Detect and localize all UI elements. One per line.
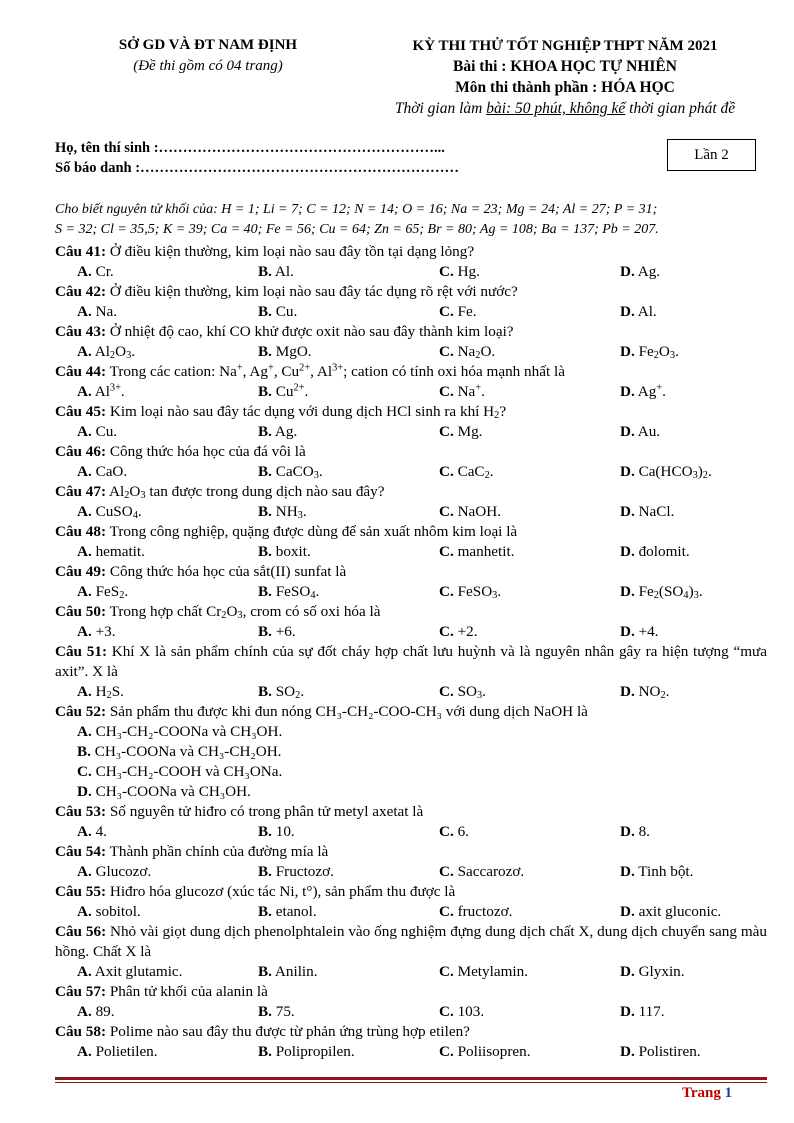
option-c: C. CaC$_2$.	[439, 463, 494, 482]
footer-rule-thin	[55, 1082, 767, 1083]
question-number: Câu 50:	[55, 603, 107, 620]
student-name-line: Họ, tên thí sinh :…………………………………………………...	[55, 140, 445, 156]
option-c: C. 6.	[439, 823, 469, 840]
option-c: C. FeSO$_3$.	[439, 583, 502, 602]
question-number: Câu 57:	[55, 983, 107, 1000]
option-c: C. manhetit.	[439, 543, 515, 560]
question-54	[55, 842, 767, 882]
question-49	[55, 562, 767, 602]
question-number: Câu 52:	[55, 703, 107, 720]
option-d: D. Ag.	[620, 263, 661, 280]
time-prefix: Thời gian làm	[394, 100, 487, 117]
option-a: A. 89.	[77, 1003, 115, 1020]
option-d: D. $NO_2$.	[620, 683, 670, 702]
option-c: C. Na+.	[439, 382, 485, 400]
department-name: SỞ GD VÀ ĐT NAM ĐỊNH	[118, 37, 298, 53]
option-b: B. Ag.	[258, 423, 298, 440]
question-number: Câu 49:	[55, 563, 107, 580]
question-number: Câu 48:	[55, 523, 107, 540]
option-b: B. boxit.	[258, 543, 311, 560]
time-suffix: thời gian phát đề	[625, 100, 736, 117]
option-c: C. $Na_2O$.	[439, 343, 496, 362]
option-a: A. hematit.	[77, 543, 145, 560]
option-a: A. $Al_2O_3$.	[77, 343, 136, 362]
option-c: C. Poliisopren.	[439, 1043, 531, 1060]
student-id-line: Số báo danh :…………………………………………………………	[55, 160, 460, 176]
option-a: A. Cr.	[77, 263, 114, 280]
question-list	[55, 242, 767, 1062]
question-number: Câu 54:	[55, 843, 107, 860]
question-number: Câu 53:	[55, 803, 107, 820]
option-c: C. Mg.	[439, 423, 483, 440]
question-57	[55, 982, 767, 1022]
option-a: A. Polietilen.	[77, 1043, 158, 1060]
question-number: Câu 51:	[55, 643, 107, 660]
question-47: Câu 47: $Al_2O_3$ tan được trong dung dịch nào sau đây? A. CuSO$_4$. B. $NH_3$. C. NaOH. D. NaCl.	[55, 483, 675, 522]
page-word: Trang	[682, 1085, 721, 1101]
option-d: D. $Ca(HCO_3)_2$.	[620, 463, 712, 482]
question-number: Câu 44:	[55, 363, 107, 380]
question-number: Câu 58:	[55, 1023, 107, 1040]
subject-group: Bài thi : KHOA HỌC TỰ NHIÊN	[453, 58, 677, 75]
question-stem: Thành phần chính của đường mía là	[109, 843, 329, 860]
attempt-box: Lần 2	[667, 139, 756, 171]
option-a: A. Axit glutamic.	[77, 963, 183, 980]
question-stem: Phân tử khối của alanin là	[109, 983, 268, 1000]
option-a: A. CuSO$_4$.	[77, 503, 142, 522]
option-a: A. CH₃-CH₂-COONa và CH₃OH.	[77, 723, 283, 740]
time-underlined: bài: 50 phút, không kể	[486, 100, 626, 117]
option-d: D. Ag+.	[620, 382, 666, 400]
page-num: 1	[724, 1085, 733, 1101]
option-b: B. MgO.	[258, 343, 312, 360]
question-number: Câu 46:	[55, 443, 107, 460]
question-number: Câu 47:	[55, 483, 107, 500]
option-d: D. $Fe_2O_3$.	[620, 343, 679, 362]
option-b: B. Fructozơ.	[258, 863, 334, 880]
question-number: Câu 42:	[55, 283, 107, 300]
option-c: C. Saccarozơ.	[439, 863, 525, 880]
question-stem: Ở điều kiện thường, kim loại nào sau đây tác dụng rõ rệt với nước?	[109, 283, 518, 300]
note-line-1: Cho biết nguyên tử khối của: H = 1; Li = 7; C = 12; N = 14; O = 16; Na = 23; Mg = 24; Al = 27; P = 31;	[55, 202, 658, 217]
option-d: D. CH₃-COONa và CH₃OH.	[77, 783, 251, 800]
question-stem: Polime nào sau đây thu được từ phản ứng trùng hợp etilen?	[109, 1023, 470, 1040]
option-b: B. etanol.	[258, 903, 317, 920]
question-stem: Nhỏ vài giọt dung dịch phenolphtalein vào ống nghiệm đựng dung dịch chất X, dung dịch chuyển sang màu hồng. Chất X là	[55, 923, 767, 960]
option-d: D. axit gluconic.	[620, 903, 722, 920]
option-d: D. Polistiren.	[620, 1043, 701, 1060]
option-a: A. $H_2S$.	[77, 683, 124, 702]
option-c: C. fructozơ.	[439, 903, 513, 920]
question-number: Câu 56:	[55, 923, 107, 940]
question-58	[55, 1022, 767, 1062]
question-52	[55, 702, 767, 802]
option-d: D. Au.	[620, 423, 661, 440]
option-c: C. 103.	[439, 1003, 485, 1020]
question-stem: Ở điều kiện thường, kim loại nào sau đây tồn tại dạng lỏng?	[109, 243, 475, 260]
option-c: C. +2.	[439, 623, 478, 640]
option-b: B. Polipropilen.	[258, 1043, 355, 1060]
question-42	[55, 282, 767, 322]
question-56	[55, 922, 767, 982]
option-b: B. 75.	[258, 1003, 295, 1020]
question-55	[55, 882, 767, 922]
question-stem: Số nguyên tử hiđro có trong phân tử metyl axetat là	[109, 803, 424, 820]
option-b: B. $NH_3$.	[258, 503, 307, 522]
option-d: D. NaCl.	[620, 503, 675, 520]
option-a: A. CaO.	[77, 463, 128, 480]
option-c: C. $SO_3$.	[439, 683, 486, 702]
question-number: Câu 45:	[55, 403, 107, 420]
question-stem: Hiđro hóa glucozơ (xúc tác Ni, t°), sản phẩm thu được là	[109, 883, 456, 900]
option-d: D. Al.	[620, 303, 657, 320]
option-d: D. đolomit.	[620, 543, 690, 560]
question-number: Câu 41:	[55, 243, 107, 260]
question-50: Câu 50: Trong hợp chất $Cr_2O_3$, crom có số oxi hóa là A. +3. B. +6. C. +2. D. +4.	[55, 603, 659, 640]
option-a: A. 4.	[77, 823, 107, 840]
footer-rule	[55, 1077, 767, 1080]
option-d: D. +4.	[620, 623, 659, 640]
exam-title: KỲ THI THỬ TỐT NGHIỆP THPT NĂM 2021	[412, 38, 718, 54]
header-right	[365, 36, 765, 119]
option-a: A. $Al^{3+}$.	[77, 382, 125, 400]
option-b: B. CH₃-COONa và CH₃-CH₂OH.	[77, 743, 282, 760]
option-d: D. Glyxin.	[620, 963, 685, 980]
option-c: C. Fe.	[439, 303, 477, 320]
question-44: Câu 44: Trong các cation: Na+, Ag+, $Cu^{2+}$, $Al^{3+}$; cation có tính oxi hóa mạnh nhất là A. $Al^{3+}$. B. $Cu^{2+}$. C. Na+. D. Ag+.	[55, 362, 666, 400]
option-d: D. $Fe_2(SO_4)_3$.	[620, 583, 703, 602]
atomic-mass-note	[55, 200, 755, 240]
option-c: C. CH₃-CH₂-COOH và CH₃ONa.	[77, 763, 283, 780]
question-number: Câu 43:	[55, 323, 107, 340]
option-a: A. Na.	[77, 303, 118, 320]
option-a: A. +3.	[77, 623, 116, 640]
option-a: A. Glucozơ.	[77, 863, 152, 880]
question-48	[55, 522, 767, 562]
question-51	[55, 642, 767, 702]
option-a: A. Cu.	[77, 423, 118, 440]
question-46	[55, 442, 767, 482]
header-left	[98, 36, 318, 76]
option-b: B. FeSO$_4$.	[258, 583, 320, 602]
option-b: B. $SO_2$.	[258, 683, 305, 702]
page-number	[682, 1085, 732, 1102]
question-stem: Công thức hóa học của sắt(II) sunfat là	[109, 563, 347, 580]
option-b: B. Al.	[258, 263, 294, 280]
time-limit	[365, 98, 765, 119]
question-stem: Ở nhiệt độ cao, khí CO khử được oxit nào sau đây thành kim loại?	[109, 323, 514, 340]
question-53	[55, 802, 767, 842]
question-43	[55, 322, 767, 362]
question-41	[55, 242, 767, 282]
student-info	[55, 138, 459, 178]
subject-name: Môn thi thành phần : HÓA HỌC	[455, 79, 675, 96]
question-stem: Sản phẩm thu được khi đun nóng CH₃-CH₂-COO-CH₃ với dung dịch NaOH là	[109, 703, 588, 720]
note-line-2: S = 32; Cl = 35,5; K = 39; Ca = 40; Fe = 56; Cu = 64; Zn = 65; Br = 80; Ag = 108; Ba = 137; Pb = 207.	[55, 222, 659, 237]
option-b: B. +6.	[258, 623, 296, 640]
option-d: D. 117.	[620, 1003, 665, 1020]
option-a: A. sobitol.	[77, 903, 141, 920]
option-c: C. NaOH.	[439, 503, 502, 520]
option-b: B. Cu.	[258, 303, 298, 320]
question-45: Câu 45: Kim loại nào sau đây tác dụng với dung dịch HCl sinh ra khí $H_2$? A. Cu. B. Ag. C. Mg. D. Au.	[55, 403, 661, 440]
option-b: B. 10.	[258, 823, 295, 840]
question-stem: Trong công nghiệp, quặng được dùng để sản xuất nhôm kim loại là	[109, 523, 518, 540]
option-b: B. $Cu^{2+}$.	[258, 382, 309, 400]
option-d: D. Tinh bột.	[620, 863, 694, 880]
question-stem: Công thức hóa học của đá vôi là	[109, 443, 306, 460]
option-c: C. Metylamin.	[439, 963, 529, 980]
option-b: B. CaCO$_3$.	[258, 463, 323, 482]
page-count-note: (Đề thi gồm có 04 trang)	[133, 58, 283, 74]
question-number: Câu 55:	[55, 883, 107, 900]
option-c: C. Hg.	[439, 263, 480, 280]
question-stem: Khí X là sản phẩm chính của sự đốt cháy hợp chất lưu huỳnh và là nguyên nhân gây ra hiện tượng “mưa axit”. X là	[55, 643, 767, 680]
option-b: B. Anilin.	[258, 963, 318, 980]
option-d: D. 8.	[620, 823, 650, 840]
option-a: A. FeS$_2$.	[77, 583, 129, 602]
